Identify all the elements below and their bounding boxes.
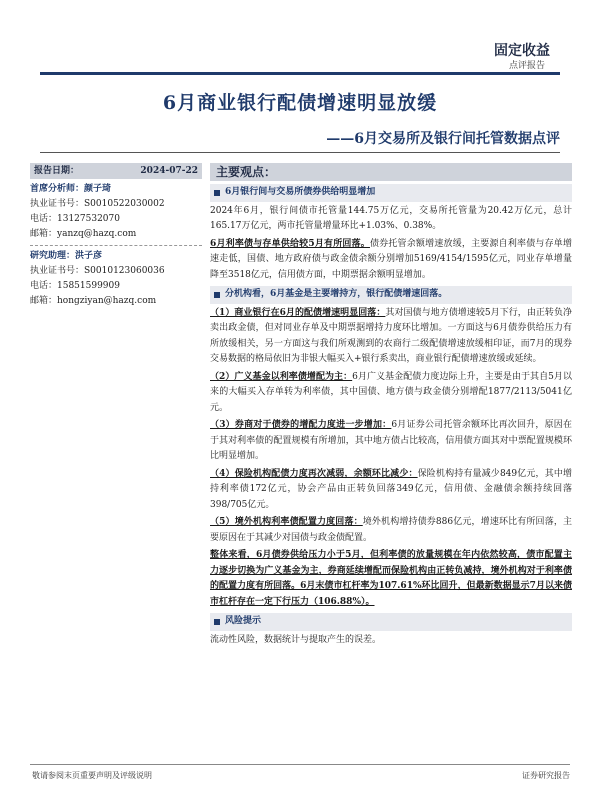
para-risk: 流动性风险，数据统计与提取产生的误差。 [210, 634, 382, 645]
subtitle-rule [40, 152, 560, 153]
assistant-email: 邮箱：hongziyan@hazq.com [30, 296, 157, 306]
para-rates-text: 债券托管余额增速放缓，主要源自利率债与存单增速走低，国债、地方政府债与政金债余额分别增加5169/4154/1595亿元，同业存单增量降至3518亿元，信用债方面，中期票据余额明显增加。 [210, 238, 572, 280]
footer-report-label: 证券研究报告 [522, 771, 570, 780]
analyst-cert: 执业证书号：S0010522030002 [30, 199, 165, 209]
main-content [210, 163, 572, 650]
para-brokers-bold: （3）券商对于债券的增配力度进一步增加： [210, 420, 392, 430]
para-funds [210, 370, 572, 417]
para-summary-bold: 整体来看，6月债券供给压力小于5月，但利率债的放量规模在年内依然较高，债市配置主力逐步切换为广义基金为主，券商延续增配而保险机构由正转负减持，境外机构对于利率债的配置力度有所回落。6月末债市杠杆率为107.61%环比回升，但最新数据显示7月以来债市杠杆存在一定下行压力（106.88%）。 [210, 550, 572, 607]
report-date-label: 报告日期： [34, 165, 80, 176]
para-summary [210, 548, 572, 610]
analyst-email: 邮箱：yanzq@hazq.com [30, 229, 137, 239]
sidebar-divider [30, 245, 202, 246]
bullet-supply [210, 184, 572, 202]
bullet-supply-text: 6月银行间与交易所债券供给明显增加 [225, 187, 376, 197]
bullet-institutions [210, 286, 572, 304]
bullet-risk [210, 613, 572, 631]
report-date-value: 2024-07-22 [140, 165, 198, 176]
assistant-label: 研究助理： [30, 251, 76, 261]
chief-analyst [30, 182, 202, 197]
research-assistant [30, 249, 202, 264]
bullet-risk-text: 风险提示 [225, 616, 262, 626]
para-rates [210, 237, 572, 284]
assistant-cert: 执业证书号：S0010123060036 [30, 266, 165, 276]
para-insurance-bold: （4）保险机构配债力度再次减弱，余额环比减少： [210, 468, 418, 479]
para-insurance-text: 保险机构持有量减少849亿元，其中增持利率债172亿元，协会产品由正转负回落349亿元，信用债、金融债余额持续回落398/705亿元。 [210, 468, 572, 510]
analyst-label: 首席分析师： [30, 184, 85, 194]
analyst-phone: 电话：13127532070 [30, 214, 120, 224]
para-funds-text: 6月广义基金配债力度边际上升，主要是由于其自5月以来的大幅买入存单转为利率债，其中国债、地方债与政金债分别增配1877/2113/5041亿元。 [210, 371, 572, 413]
bullet-institutions-text: 分机构看，6月基金是主要增持方，银行配债增速回落。 [225, 289, 448, 299]
bullet-square-icon [214, 292, 220, 298]
bullet-square-icon [214, 619, 220, 625]
header-rule [40, 72, 560, 75]
footer-disclaimer: 敬请参阅末页重要声明及评级说明 [32, 771, 152, 780]
para-insurance [210, 467, 572, 514]
para-custody: 2024年6月，银行间债市托管量144.75万亿元，交易所托管量为20.42万亿元，总计165.17万亿元，两市托管量增量环比+1.03%、0.38%。 [210, 205, 572, 231]
para-banks [210, 306, 572, 368]
para-foreign-text: 境外机构增持债券886亿元，增速环比有所回落，主要原因在于其减少对国债与政金债配置。 [210, 517, 572, 543]
analyst-name: 颜子琦 [84, 184, 112, 194]
report-category: 固定收益 [494, 43, 550, 59]
bullet-square-icon [214, 190, 220, 196]
main-heading: 主要观点： [210, 163, 572, 181]
para-funds-bold: （2）广义基金以利率债增配为主： [210, 371, 353, 382]
para-banks-bold: （1）商业银行在6月的配债增速明显回落： [210, 307, 386, 318]
report-type: 点评报告 [508, 61, 545, 71]
page-subtitle: ——6月交易所及银行间托管数据点评 [326, 131, 560, 147]
author-sidebar [30, 163, 202, 309]
assistant-name: 洪子彦 [75, 251, 103, 261]
page-title: 6月商业银行配债增速明显放缓 [162, 92, 438, 114]
para-foreign [210, 515, 572, 546]
para-brokers [210, 418, 572, 465]
para-brokers-text: 6月证券公司托管余额环比再次回升，原因在于其对利率债的配置规模有所增加，其中地方债占比较高，信用债方面其对中票配置规模环比明显增加。 [210, 420, 572, 461]
para-rates-bold: 6月利率债与存单供给较5月有所回落。 [210, 238, 370, 249]
para-foreign-bold: （5）境外机构利率债配置力度回落： [210, 517, 363, 527]
para-banks-text: 其对国债与地方债增速较5月下行，由正转负净卖出政金债，但对同业存单及中期票据增持力度环比增加。一方面这与6月债券供给压力有所放缓相关，另一方面这与我们所观测到的农商行二级配债增速放缓相印证，而7月的现券交易数据的格局依旧为非银大幅买入+银行系卖出，商业银行配债增速放缓或延续。 [210, 307, 573, 364]
assistant-phone: 电话：15851599909 [30, 281, 120, 291]
report-date-bar [30, 163, 202, 179]
footer-rule [30, 764, 570, 765]
